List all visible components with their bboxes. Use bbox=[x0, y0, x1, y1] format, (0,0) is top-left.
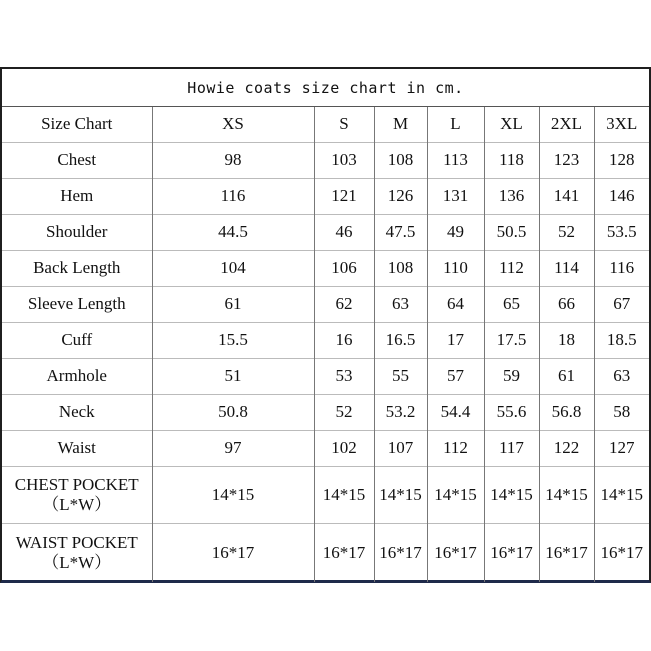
measurement-label: Back Length bbox=[2, 251, 152, 287]
measurement-value: 14*15 bbox=[427, 467, 484, 524]
chart-title: Howie coats size chart in cm. bbox=[2, 69, 649, 107]
measurement-value: 102 bbox=[314, 431, 374, 467]
measurement-value: 66 bbox=[539, 287, 594, 323]
measurement-value: 112 bbox=[484, 251, 539, 287]
size-header-cell: XS bbox=[152, 107, 314, 143]
measurement-value: 116 bbox=[594, 251, 649, 287]
measurement-value: 47.5 bbox=[374, 215, 427, 251]
measurement-label: Cuff bbox=[2, 323, 152, 359]
measurement-value: 126 bbox=[374, 179, 427, 215]
measurement-value: 53.2 bbox=[374, 395, 427, 431]
measurement-value: 61 bbox=[152, 287, 314, 323]
measurement-value: 49 bbox=[427, 215, 484, 251]
measurement-label: Hem bbox=[2, 179, 152, 215]
measurement-value: 17 bbox=[427, 323, 484, 359]
measurement-value: 98 bbox=[152, 143, 314, 179]
measurement-value: 110 bbox=[427, 251, 484, 287]
measurement-value: 14*15 bbox=[374, 467, 427, 524]
header-label-cell: Size Chart bbox=[41, 114, 113, 134]
measurement-value: 112 bbox=[427, 431, 484, 467]
size-table-body bbox=[2, 107, 649, 582]
measurement-value: 50.8 bbox=[152, 395, 314, 431]
measurement-value: 103 bbox=[314, 143, 374, 179]
size-header-cell: M bbox=[374, 107, 427, 143]
size-header-cell: S bbox=[314, 107, 374, 143]
measurement-value: 108 bbox=[374, 143, 427, 179]
measurement-value: 61 bbox=[539, 359, 594, 395]
measurement-label: CHEST POCKET （L*W） bbox=[2, 467, 152, 524]
measurement-value: 97 bbox=[152, 431, 314, 467]
measurement-label: Sleeve Length bbox=[2, 287, 152, 323]
measurement-value: 108 bbox=[374, 251, 427, 287]
size-header-cell: 2XL bbox=[539, 107, 594, 143]
measurement-label: Chest bbox=[2, 143, 152, 179]
measurement-value: 16*17 bbox=[594, 524, 649, 583]
measurement-value: 62 bbox=[314, 287, 374, 323]
measurement-row bbox=[2, 359, 649, 395]
measurement-value: 16*17 bbox=[152, 524, 314, 583]
measurement-value: 53 bbox=[314, 359, 374, 395]
measurement-value: 57 bbox=[427, 359, 484, 395]
measurement-value: 52 bbox=[314, 395, 374, 431]
measurement-row bbox=[2, 323, 649, 359]
measurement-row bbox=[2, 143, 649, 179]
measurement-value: 122 bbox=[539, 431, 594, 467]
measurement-label: Armhole bbox=[2, 359, 152, 395]
measurement-value: 64 bbox=[427, 287, 484, 323]
size-header-cell: L bbox=[427, 107, 484, 143]
measurement-value: 51 bbox=[152, 359, 314, 395]
measurement-value: 44.5 bbox=[152, 215, 314, 251]
measurement-row bbox=[2, 431, 649, 467]
measurement-value: 14*15 bbox=[314, 467, 374, 524]
measurement-value: 128 bbox=[594, 143, 649, 179]
measurement-value: 17.5 bbox=[484, 323, 539, 359]
measurement-row bbox=[2, 215, 649, 251]
measurement-value: 14*15 bbox=[152, 467, 314, 524]
measurement-value: 18 bbox=[539, 323, 594, 359]
measurement-row bbox=[2, 467, 649, 524]
measurement-value: 54.4 bbox=[427, 395, 484, 431]
measurement-value: 114 bbox=[539, 251, 594, 287]
measurement-value: 14*15 bbox=[594, 467, 649, 524]
measurement-value: 55 bbox=[374, 359, 427, 395]
measurement-value: 59 bbox=[484, 359, 539, 395]
measurement-value: 121 bbox=[314, 179, 374, 215]
measurement-value: 117 bbox=[484, 431, 539, 467]
measurement-row bbox=[2, 287, 649, 323]
measurement-value: 131 bbox=[427, 179, 484, 215]
header-row bbox=[2, 107, 649, 143]
measurement-value: 16 bbox=[314, 323, 374, 359]
size-header-cell: XL bbox=[484, 107, 539, 143]
measurement-value: 58 bbox=[594, 395, 649, 431]
measurement-value: 116 bbox=[152, 179, 314, 215]
measurement-value: 146 bbox=[594, 179, 649, 215]
measurement-value: 107 bbox=[374, 431, 427, 467]
measurement-label: Waist bbox=[2, 431, 152, 467]
measurement-value: 16*17 bbox=[539, 524, 594, 583]
measurement-value: 106 bbox=[314, 251, 374, 287]
measurement-value: 16*17 bbox=[427, 524, 484, 583]
size-chart bbox=[0, 67, 651, 583]
measurement-value: 16.5 bbox=[374, 323, 427, 359]
measurement-row bbox=[2, 179, 649, 215]
measurement-value: 136 bbox=[484, 179, 539, 215]
measurement-value: 16*17 bbox=[374, 524, 427, 583]
measurement-value: 63 bbox=[374, 287, 427, 323]
size-table bbox=[2, 107, 649, 582]
measurement-value: 104 bbox=[152, 251, 314, 287]
measurement-label: Shoulder bbox=[2, 215, 152, 251]
measurement-value: 56.8 bbox=[539, 395, 594, 431]
measurement-value: 63 bbox=[594, 359, 649, 395]
measurement-value: 127 bbox=[594, 431, 649, 467]
measurement-label: WAIST POCKET （L*W） bbox=[2, 524, 152, 583]
measurement-value: 16*17 bbox=[314, 524, 374, 583]
measurement-row bbox=[2, 524, 649, 583]
measurement-value: 53.5 bbox=[594, 215, 649, 251]
measurement-value: 14*15 bbox=[539, 467, 594, 524]
measurement-value: 55.6 bbox=[484, 395, 539, 431]
measurement-value: 118 bbox=[484, 143, 539, 179]
measurement-value: 16*17 bbox=[484, 524, 539, 583]
measurement-value: 65 bbox=[484, 287, 539, 323]
measurement-value: 18.5 bbox=[594, 323, 649, 359]
measurement-value: 141 bbox=[539, 179, 594, 215]
measurement-value: 46 bbox=[314, 215, 374, 251]
measurement-row bbox=[2, 251, 649, 287]
size-header-cell: 3XL bbox=[594, 107, 649, 143]
measurement-label: Neck bbox=[2, 395, 152, 431]
measurement-value: 123 bbox=[539, 143, 594, 179]
measurement-value: 113 bbox=[427, 143, 484, 179]
measurement-value: 52 bbox=[539, 215, 594, 251]
measurement-value: 14*15 bbox=[484, 467, 539, 524]
measurement-value: 15.5 bbox=[152, 323, 314, 359]
measurement-row bbox=[2, 395, 649, 431]
measurement-value: 50.5 bbox=[484, 215, 539, 251]
measurement-value: 67 bbox=[594, 287, 649, 323]
